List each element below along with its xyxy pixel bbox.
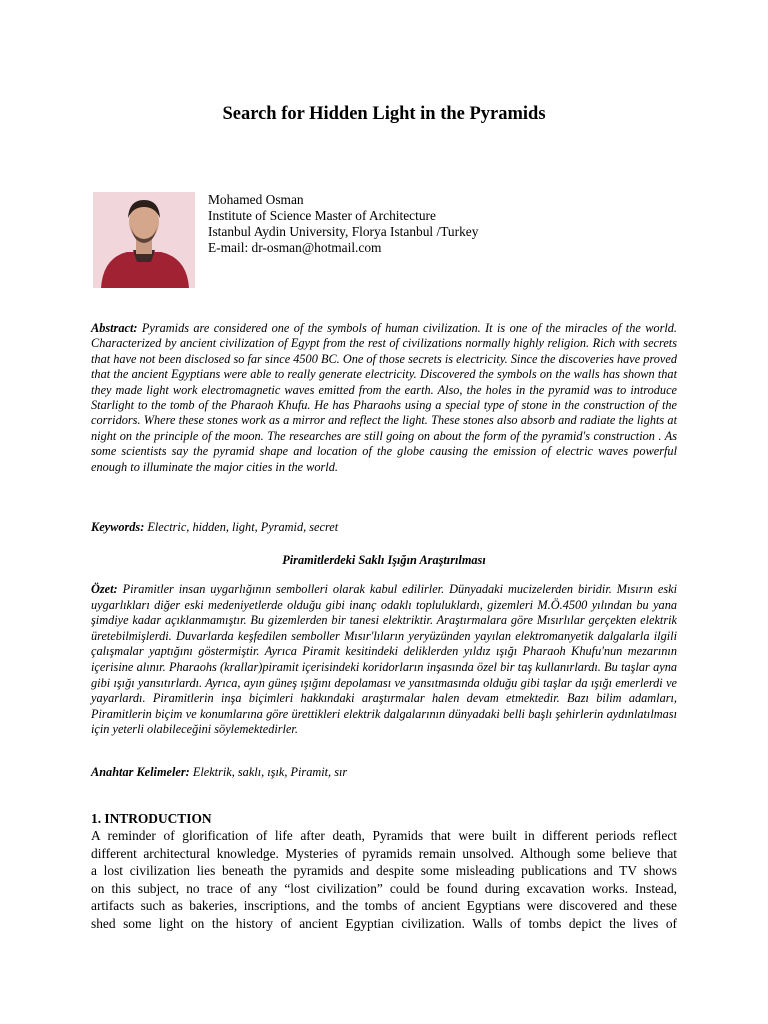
author-block xyxy=(208,192,478,256)
abstract xyxy=(91,321,677,475)
author-university: Istanbul Aydin University, Florya Istanbul /Turkey xyxy=(208,224,479,239)
intro-line: different architectural knowledge. Mysteries of pyramids remain unsolved. Although some believe that xyxy=(91,845,677,861)
anahtar-kelimeler xyxy=(91,765,347,780)
anahtar-text: Elektrik, saklı, ışık, Piramit, sır xyxy=(192,765,348,779)
intro-line: shed some light on the history of ancient Egyptian civilization. Walls of tombs depict the lives of xyxy=(91,915,677,931)
intro-line: artifacts such as bakeries, inscriptions, and the tombs of ancient Egyptians were discovered and these xyxy=(91,898,677,913)
keywords xyxy=(91,520,338,535)
ozet-label: Özet: xyxy=(91,582,118,596)
keywords-label: Keywords: xyxy=(91,520,145,534)
author-affiliation: Institute of Science Master of Architecture xyxy=(208,208,436,223)
intro-line: on this subject, no trace of any “lost civilization” could be found during excavation works. Instead, xyxy=(91,880,677,896)
keywords-text: Electric, hidden, light, Pyramid, secret xyxy=(147,520,339,534)
intro-line: a lost civilization lies beneath the pyramids and despite some misleading publications and TV shows xyxy=(91,863,677,878)
author-email: E-mail: dr-osman@hotmail.com xyxy=(208,240,382,255)
ozet-text: Piramitler insan uygarlığının sembolleri olarak kabul edilirler. Dünyadaki mucizelerden biridir. Mısırın eski uygarlıkları diğer eski medeniyetlerde olduğu gibi inanç odaklı topluluklardı, gizemleri M.Ö.4500 yılından bu yana şimdiye kadar açıklanmamıştır. Bu gizemlerden bir tanesi elektriktir. Araştırmalara göre Mısırlılar gerçekten elektrik üretebilmişlerdi. Duvarlarda keşfedilen semboller Mısır'lıların yeryüzünden yayılan elektromanyetik dalgalarla ilgili çalışmalar yaptığını göstermiştir. Ayrıca Piramit kesitindeki deliklerden yıldız ışığı Pharaoh Khufu'nun mezarının içerisine alınır. Pharaohs (krallar)piramit içerisindeki koridorların inşasında özel bir taş kullanırlardı. Bu taşlar ayna gibi ışığı yansıtırlardı. Ayrıca, ayın güneş ışığını depolaması ve yansıtmasında olduğu gibi taşlar da ışığı emerlerdi ve yayarlardı. Piramitlerin inşa biçimleri hakkındaki araştırmalar halen devam etmektedir. Bazı bilim adamları, Piramitlerin biçim ve konumlarına göre ürettikleri elektrik dalgalarının dünyadaki belli başlı şehirlerin aydınlatılması için yeterli olabileceğini söylemektedirler. xyxy=(91,582,677,737)
paper-title: Search for Hidden Light in the Pyramids xyxy=(222,104,546,124)
ozet xyxy=(91,582,677,738)
author-name: Mohamed Osman xyxy=(208,192,304,207)
author-photo xyxy=(93,192,195,288)
introduction-body xyxy=(91,827,677,932)
abstract-text: Pyramids are considered one of the symbols of human civilization. It is one of the miracles of the world. Characterized by ancient civilization of Egypt from the rest of civilizations normally highly religion. Rich with secrets that have not been disclosed so far since 4500 BC. One of those secrets is electricity. Since the discoveries have proved that the ancient Egyptians were able to really generate electricity. Discovered the symbols on the walls has shown that they made light work electromagnetic waves emitted from the earth. Also, the holes in the pyramid was to introduce Starlight to the tomb of the Pharaoh Khufu. He has Pharaohs using a special type of stone in the construction of the corridors. Where these stones work as a mirror and reflect the light. These stones also absorb and radiate the lights at night on the principle of the moon. The researches are still going on about the form of the pyramid's construction . As some scientists say the pyramid shape and location of the globe causing the emission of electric waves powerful enough to illuminate the major cities in the world. xyxy=(91,321,677,474)
anahtar-label: Anahtar Kelimeler: xyxy=(91,765,190,779)
intro-line: A reminder of glorification of life after death, Pyramids that were built in different periods reflect xyxy=(91,828,677,843)
abstract-label: Abstract: xyxy=(91,321,138,335)
section-heading-introduction: 1. INTRODUCTION xyxy=(91,811,212,826)
turkish-title: Piramitlerdeki Saklı Işığın Araştırılması xyxy=(282,553,486,567)
